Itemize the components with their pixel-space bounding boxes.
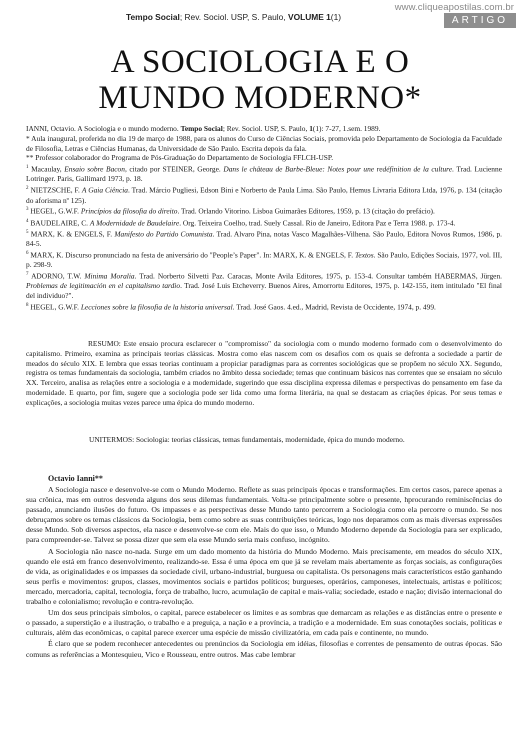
footnote-num: 6 — [26, 250, 29, 256]
footnote — [26, 217, 502, 228]
footnote-mid: . Trad. Alvaro Pina, notas Vasco Magalhães-Vilhena. São Paulo, Editora Novos Rumos, 1986, p. 84-5. — [26, 229, 502, 249]
citation-place: ; Rev. Sociol. USP, S. Paulo, — [222, 124, 310, 133]
footnote-num: 1 — [26, 165, 29, 171]
running-header — [126, 12, 341, 22]
footnote-mid: . Trad. José Gaos. 4.ed., Madrid, Revista de Occidente, 1974, p. 499. — [232, 302, 436, 312]
citation-journal: Tempo Social — [180, 124, 223, 133]
footnote-mid: . Org. Teixeira Coelho, trad. Suely Cassal. Rio de Janeiro, Editora Paz e Terra 1988. p. 173-4. — [179, 218, 456, 228]
footnote-it: Minima Moralia — [84, 271, 135, 281]
citation — [26, 124, 502, 134]
keywords: UNITERMOS: Sociologia: teorias clássicas, temas fundamentais, modernidade, épica do mundo moderno. — [89, 435, 405, 444]
body-paragraph: É claro que se podem reconhecer antecedentes ou prenúncios da Sociologia em idéias, filosofias e correntes de pensamento de outras épocas. São comuns as referências a Montesquieu, Vico e Rousseau, entre outros. Mas cabe lembrar — [26, 639, 502, 659]
journal-name: Tempo Social — [126, 12, 180, 22]
citation-text: IANNI, Octavio. A Sociologia e o mundo moderno. — [26, 124, 181, 133]
author-name: Octavio Ianni** — [48, 474, 103, 483]
footnote-it2: Dans le château de Barbe-Bleue: Notes pour une redéfinition de la culture — [223, 164, 453, 174]
footnote-it2: Problemas de legitimación en el capitalismo tardio — [26, 281, 181, 291]
footnote-pre: NIETZSCHE, F. — [28, 185, 82, 195]
footnote-it: Manifesto do Partido Comunista — [114, 229, 213, 239]
footnote-num: 2 — [26, 186, 29, 192]
footnote-num: 7 — [26, 271, 29, 277]
footnote-num: 8 — [26, 302, 29, 308]
footnote-it: A Modernidade de Baudelaire — [89, 218, 180, 228]
footnote-mid: . Trad. Norberto Silvetti Paz. Caracas, Monte Avila Editores, 1975, p. 153-4. Consultar também HABERMAS, Jürgen. — [134, 271, 502, 281]
journal-details: ; Rev. Sociol. USP, S. Paulo, — [179, 12, 288, 22]
footnote — [26, 163, 502, 184]
footnote — [26, 301, 502, 312]
footnote-mid: . Trad. Orlando Vitorino. Lisboa Guimarães Editores, 1959, p. 13 (citação do prefácio). — [177, 206, 435, 216]
body-paragraph: A Sociologia não nasce no-nada. Surge em um dado momento da história do Mundo Moderno. Mais precisamente, em meados do século XIX, quando ele está em franco desenvolvimento, realizando-se. Essa é uma época em que já se revelam mais abertamente as forças sociais, as configurações de vida, as originalidades e os impasses da sociedade civil, urbano-industrial, burguesa ou capitalista. Os personagens mais característicos estão ganhando seus perfis e movimentos: grupos, classes, movimentos sociais e partidos políticos; burgueses, operários, camponeses, intelectuais, artistas e políticos; mercado, mercadoria, capital, tecnologia, força de trabalho, lucro, acumulação de capital e mais-valia; sociedade, estado e nação; divisão internacional do trabalho e colonialismo; revolução e contra-revolução. — [26, 546, 502, 607]
footnote-pre: HEGEL, G.W.F. — [28, 206, 81, 216]
body-paragraph: A Sociologia nasce e desenvolve-se com o Mundo Moderno. Reflete as suas principais épocas e transformações. Em certos casos, parece apenas a sua crônica, mas em outros desvenda alguns dos seus dilemas fundamentais. Volta-se principalmente sobre o presente, hprocurando reminiscências do passado, anunciando ilusões do futuro. Os impasses e as perspectivas desse Mundo tanto percorrem a Sociologia como ela percorre o mundo. Se nos debruçamos sobre os temas clássicos da Sociologia, bem como sobre as suas contribuições teóricas, logo nos deparamos com as mais diversas expressões desse Mundo. Sob diversos aspectos, ela nasce e desenvolve-se com ele. Mais do que isso, o Mundo Moderno depende da Sociologia para ser explicado, para compreender-se. Talvez se possa dizer que sem ela esse Mundo seria mais confuso, incógnito. — [26, 485, 502, 545]
footnote — [26, 205, 502, 216]
footnotes-list — [26, 163, 502, 312]
footnote-pre: MARX, K. & ENGELS, F. — [28, 229, 115, 239]
citation-volume: 1 — [309, 124, 313, 133]
article-title — [0, 44, 520, 116]
journal-issue: (1) — [330, 12, 342, 22]
footnote-num: 3 — [26, 207, 29, 213]
title-line-1: A SOCIOLOGIA E O — [110, 44, 410, 80]
note-star-1: * Aula inaugural, proferida no dia 19 de março de 1988, para os alunos do Curso de Ciências Sociais, promovida pelo Departamento de Sociologia da Faculdade de Filosofia, Letras e Ciências Humanas, da Universidade de São Paulo. Escrita depois da fala. — [26, 133, 502, 153]
footnote-mid: , citado por STEINER, George. — [124, 164, 224, 174]
journal-volume: VOLUME 1 — [287, 12, 331, 22]
body-paragraph: Um dos seus principais símbolos, o capital, parece estabelecer os limites e as sombras que demarcam as relações e as distâncias entre o presente e o passado, a superstição e a ilustração, o trabalho e a preguiça, a nação e a província, a tradição e a modernidade. Em suas conotações sociais, políticas e culturais, além das econômicas, o capital parece exercer uma espécie de missão civilizatória, em cada país e continente, no mundo. — [26, 608, 502, 638]
footnote-mid: . São Paulo, Edições Sociais, 1977, vol. III, p. 298-9. — [26, 250, 502, 270]
footnote-num: 5 — [26, 229, 29, 235]
footnote-it: Lecciones sobre la filosofia de la historia universal — [80, 302, 233, 312]
footnote-pre: MARX, K. Discurso pronunciado na festa de aniversário do "People’s Paper". In: MARX, K. & ENGELS, F. — [28, 250, 355, 260]
note-star-2: ** Professor colaborador do Programa de Pós-Graduação do Departamento de Sociologia FFLCH-USP. — [26, 153, 334, 163]
footnote-pre: HEGEL, G.W.F. — [28, 302, 81, 312]
footnote-pre: BAUDELAIRE, C. — [28, 218, 90, 228]
footnote-pre: ADORNO, T.W. — [28, 271, 85, 281]
footnote-num: 4 — [26, 218, 29, 224]
footnote-it: A Gaia Ciência — [81, 185, 128, 195]
footnote-it: Textos — [354, 250, 374, 260]
footnote — [26, 228, 502, 249]
section-badge: ARTIGO — [444, 13, 516, 28]
footnote — [26, 249, 502, 270]
references-block — [26, 124, 502, 312]
site-watermark[interactable]: www.cliqueapostilas.com.br — [394, 2, 514, 13]
footnote-mid: . Trad. Márcio Pugliesi, Edson Bini e Norberto de Paula Lima. São Paulo, Hemus Livraria Editora Ltda, 1976, p. 134 (citação do aforisma nº 125). — [26, 185, 502, 205]
abstract: RESUMO: Este ensaio procura esclarecer o "compromisso" da sociologia com o mundo moderno formado com o desenvolvimento do capitalismo. Primeiro, examina as principais teorias clássicas. Mostra como elas nascem com os desafios com os quais se defronta a sociedade a partir de meados do século XIX. E lembra que essas teorias continuam a propiciar paradigmas para as correntes sociológicas que se propõem no século XX. Segundo, registra os temas fundamentais da sociologia, também criados no âmbito dessa sociedade; temas que continuam básicos nas correntes que se ensaiam no século XX. Terceiro, analisa as relações entre a sociologia e a modernidade, sugerindo que essa disciplina expressa dilemas e perspectivas do pensamento em fase da modernidade. E quarto, por fim, sugere que a sociologia pode ser lida como uma forma literária, na qual se destacam as criações épicas. Por seus temas e explicações, a sociologia muitas vezes parece uma épica do mundo moderno. — [26, 339, 502, 407]
footnote-post: . Trad. Lucienne Lotringer. Paris, Gallimard 1973, p. 18. — [26, 164, 502, 184]
footnote — [26, 184, 502, 205]
article-body — [26, 485, 502, 661]
title-line-2: MUNDO MODERNO* — [98, 80, 422, 116]
footnote-post: . Trad. José Luis Etcheverry. Buenos Aires, Amorrortu Editores, 1975, p. 142-155, item intitulado "El final del individuo?". — [26, 281, 502, 301]
footnote-it: Princípios da filosofia do direito — [80, 206, 178, 216]
footnote-it: Ensaio sobre Bacon — [64, 164, 125, 174]
footnote-pre: Macaulay, — [28, 164, 65, 174]
footnote — [26, 270, 502, 301]
citation-pages: (1): 7-27, 1.sem. 1989. — [312, 124, 381, 133]
